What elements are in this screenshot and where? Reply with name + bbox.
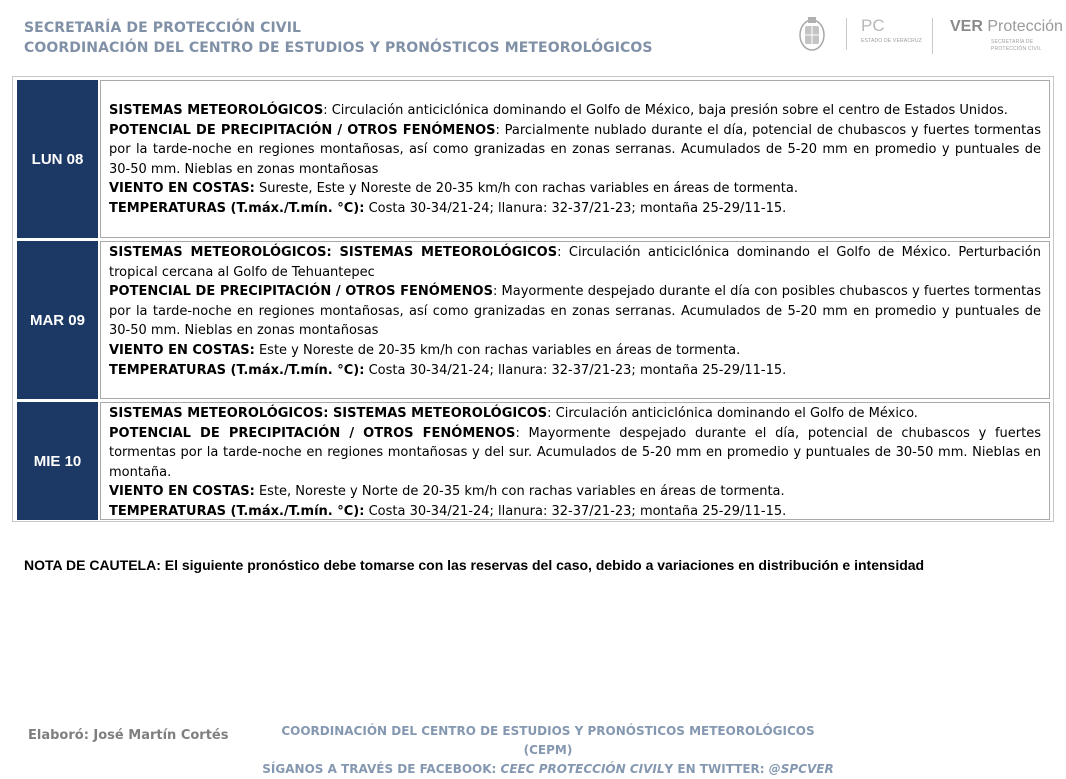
- forecast-cell-lun: SISTEMAS METEOROLÓGICOS: Circulación anticiclónica dominando el Golfo de México, baja presión sobre el centro de Estados Unidos. POTENCIAL DE PRECIPITACIÓN / OTROS FENÓMENOS: Parcialmente nublado durante el día, potencial de chubascos y fuertes tormentas por la tarde-noche en regiones montañosas, así como granizadas en zonas serranas. Acumulados de 5-20 mm en promedio y puntuales de 30-50 mm. Nieblas en zonas montañosas VIENTO EN COSTAS: Sureste, Este y Noreste de 20-35 km/h con rachas variables en áreas de tormenta. TEMPERATURAS (T.máx./T.mín. °C): Costa 30-34/21-24; llanura: 32-37/21-23; montaña 25-29/11-15.: [100, 80, 1050, 238]
- footer-coordination: COORDINACIÓN DEL CENTRO DE ESTUDIOS Y PRONÓSTICOS METEOROLÓGICOS (CEPM): [281, 724, 815, 757]
- day-label-lun: LUN 08: [17, 80, 98, 238]
- veracruz-seal-icon: [796, 14, 828, 54]
- ver-logo-text: VER: [950, 18, 983, 35]
- footer: [260, 722, 836, 779]
- header-secretaria: SECRETARÍA DE PROTECCIÓN CIVIL: [24, 20, 302, 36]
- pc-logo-subtitle: ESTADO DE VERACRUZ: [861, 38, 923, 44]
- facebook-handle: CEEC PROTECCIÓN CIVIL: [500, 762, 665, 776]
- header-coordinacion: COORDINACIÓN DEL CENTRO DE ESTUDIOS Y PRONÓSTICOS METEOROLÓGICOS: [24, 40, 653, 56]
- document-header: [24, 18, 724, 58]
- twitter-handle: @SPCVER: [768, 762, 834, 776]
- caution-note: NOTA DE CAUTELA: El siguiente pronóstico debe tomarse con las reservas del caso, debido a variaciones en distribución e intensidad: [24, 557, 925, 573]
- logo-divider: [846, 18, 847, 50]
- logo-divider: [932, 18, 933, 54]
- forecast-cell-mar: SISTEMAS METEOROLÓGICOS: SISTEMAS METEOROLÓGICOS: Circulación anticiclónica dominando el Golfo de México. Perturbación tropical cercana al Golfo de Tehuantepec POTENCIAL DE PRECIPITACIÓN / OTROS FENÓMENOS: Mayormente despejado durante el día con posibles chubascos y fuertes tormentas por la tarde-noche en regiones montañosas, así como granizadas en zonas serranas. Acumulados de 5-20 mm en promedio y puntuales de 30-50 mm. Nieblas en zonas montañosas VIENTO EN COSTAS: Este y Noreste de 20-35 km/h con rachas variables en áreas de tormenta. TEMPERATURAS (T.máx./T.mín. °C): Costa 30-34/21-24; llanura: 32-37/21-23; montaña 25-29/11-15.: [100, 241, 1050, 399]
- ver-proteccion-logo: [950, 18, 1063, 36]
- pc-logo: PC: [861, 16, 885, 35]
- forecast-cell-mie: SISTEMAS METEOROLÓGICOS: SISTEMAS METEOROLÓGICOS: Circulación anticiclónica dominando el Golfo de México. POTENCIAL DE PRECIPITACIÓN / OTROS FENÓMENOS: Mayormente despejado durante el día, potencial de chubascos y fuertes tormentas por la tarde-noche en regiones montañosas y del sur. Acumulados de 5-20 mm en promedio y puntuales de 30-50 mm. Nieblas en montaña. VIENTO EN COSTAS: Este, Noreste y Norte de 20-35 km/h con rachas variables en áreas de tormenta. TEMPERATURAS (T.máx./T.mín. °C): Costa 30-34/21-24; llanura: 32-37/21-23; montaña 25-29/11-15.: [100, 402, 1050, 520]
- ver-logo-subtitle: SECRETARÍA DE PROTECCIÓN CIVIL: [991, 39, 1042, 52]
- day-label-mie: MIE 10: [17, 402, 98, 520]
- footer-social: SÍGANOS A TRAVÉS DE FACEBOOK: CEEC PROTECCIÓN CIVILY EN TWITTER: @SPCVER: [262, 762, 834, 776]
- logo-bar: [794, 12, 1062, 58]
- proteccion-logo-text: Protección: [987, 18, 1063, 35]
- author-credit: Elaboró: José Martín Cortés: [28, 728, 229, 743]
- day-label-mar: MAR 09: [17, 241, 98, 399]
